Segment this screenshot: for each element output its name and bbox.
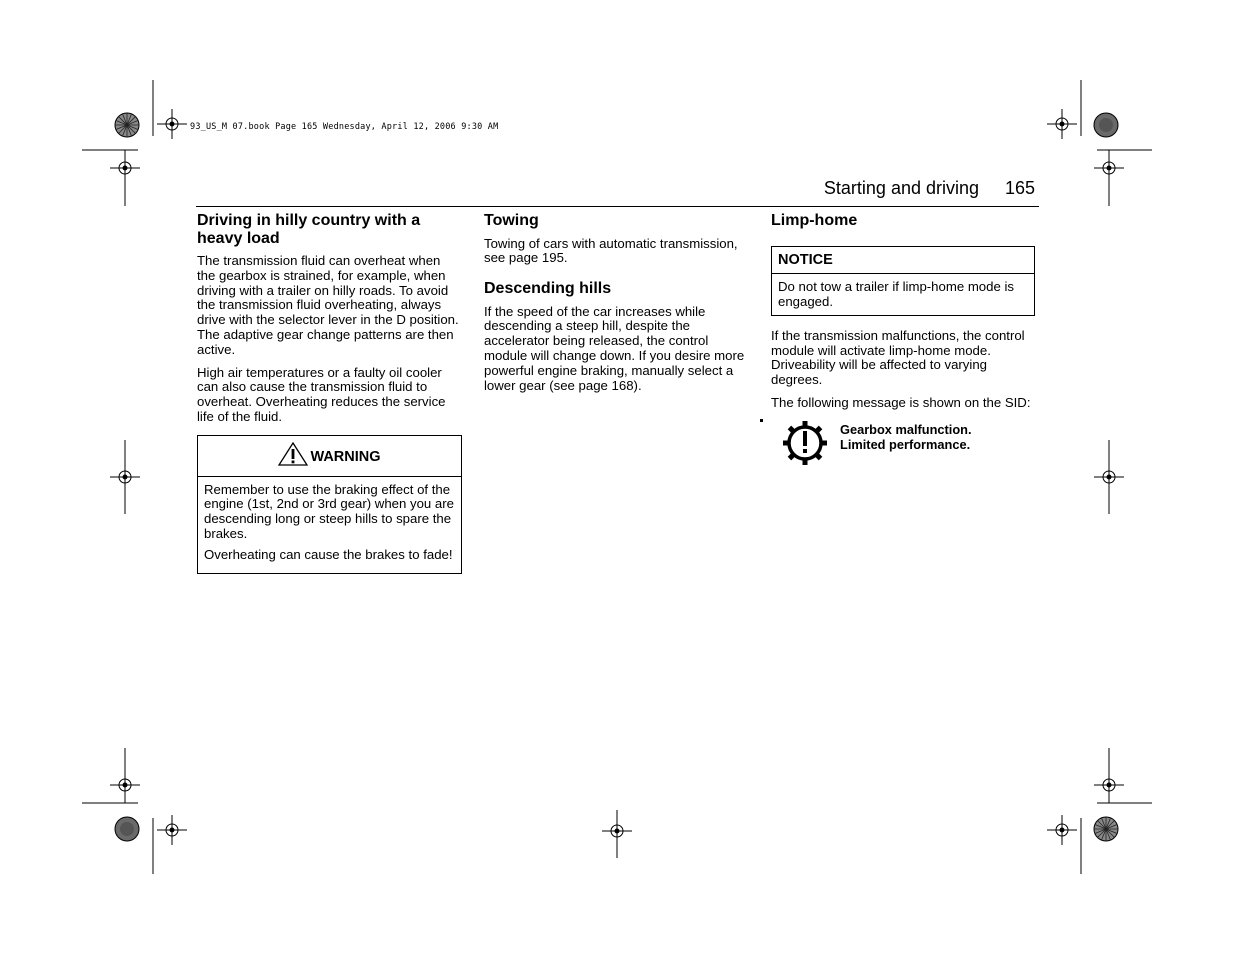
notice-box	[771, 246, 1035, 316]
warning-header	[198, 436, 461, 477]
paragraph-towing: Towing of cars with automatic transmission, see page 195.	[484, 235, 738, 266]
paragraph-fluid-overheat: The transmission fluid can overheat when the gearbox is strained, for example, when driving with a trailer on hilly roads. To avoid the transmission fluid overheating, always drive with the selector lever in the D position. The adaptive gear change patterns are then active.	[197, 253, 459, 357]
warning-text-fade: Overheating can cause the brakes to fade!	[204, 546, 453, 562]
paragraph-descending-hills: If the speed of the car increases while descending a steep hill, despite the accelerator being released, the control module will change down. If you desire more powerful engine braking, manually select a lower gear (see page 168).	[484, 303, 745, 393]
column-towing	[484, 212, 752, 401]
warning-label: WARNING	[310, 448, 381, 465]
column-hilly-country	[197, 212, 462, 574]
warning-triangle-icon	[278, 442, 308, 470]
column-limp-home	[771, 212, 1039, 465]
warning-text-braking: Remember to use the braking effect of the engine (1st, 2nd or 3rd gear) when you are descending long or steep hills to spare the brakes.	[204, 481, 454, 541]
print-slug: 93_US_M 07.book Page 165 Wednesday, April 12, 2006 9:30 AM	[190, 122, 499, 132]
heading-towing: Towing	[484, 212, 539, 229]
sid-line-limited: Limited performance.	[840, 436, 971, 452]
heading-limp-home: Limp-home	[771, 212, 858, 229]
warning-body	[198, 477, 461, 573]
paragraph-air-temperatures: High air temperatures or a faulty oil cooler can also cause the transmission fluid to overheat. Overheating reduces the service life of the fluid.	[197, 364, 446, 424]
notice-header: NOTICE	[772, 247, 1034, 275]
notice-text: Do not tow a trailer if limp-home mode is engaged.	[778, 279, 1014, 310]
bullet-marker	[760, 419, 763, 422]
warning-box	[197, 435, 462, 574]
page-number: 165	[1005, 178, 1036, 198]
section-title: Starting and driving	[823, 178, 979, 198]
heading-hilly-country: Driving in hilly country with a heavy load	[197, 212, 421, 247]
sid-line-gearbox: Gearbox malfunction.	[840, 421, 972, 437]
paragraph-limp-home: If the transmission malfunctions, the control module will activate limp-home mode. Driveability will be affected to varying degrees.	[771, 327, 1025, 388]
gearbox-warning-icon	[783, 421, 827, 469]
header-rule	[196, 206, 1039, 207]
notice-body	[772, 274, 1034, 315]
paragraph-sid-message: The following message is shown on the SID:	[771, 395, 1031, 411]
sid-message-display	[771, 419, 1039, 465]
sid-message-text	[840, 422, 972, 452]
heading-descending-hills: Descending hills	[484, 280, 612, 298]
